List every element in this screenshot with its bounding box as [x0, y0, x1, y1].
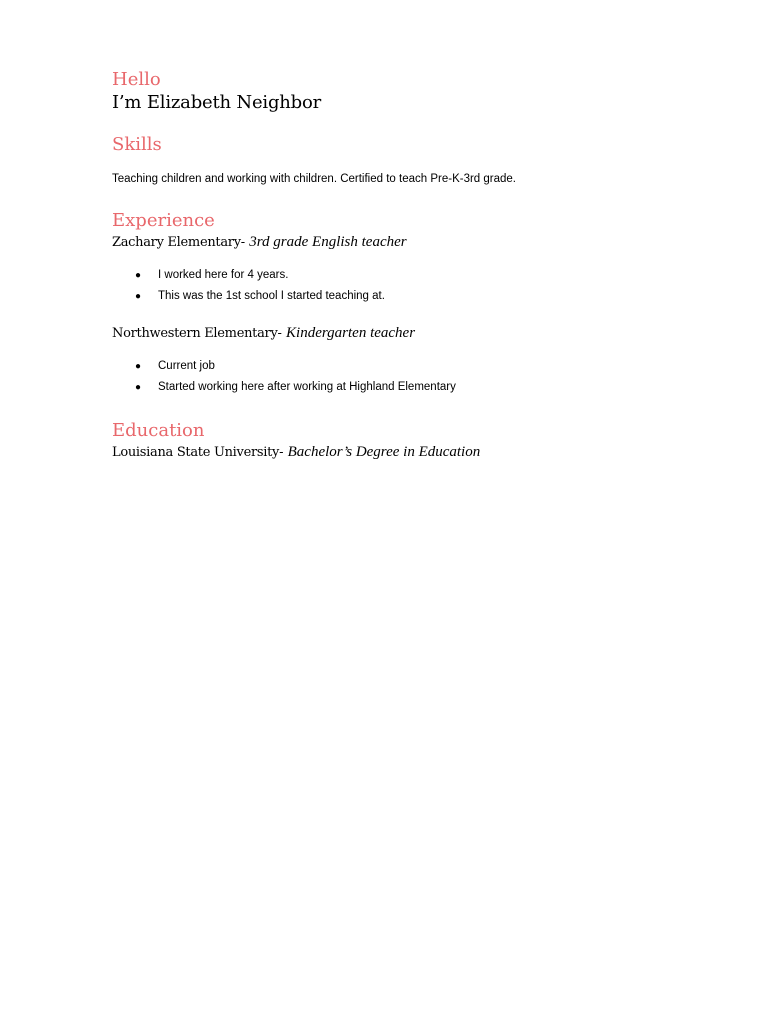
job-bullet-list: [112, 356, 672, 398]
job-separator: -: [240, 235, 250, 250]
job-title-line: [112, 233, 672, 252]
resume-document: [112, 68, 672, 462]
bullet-text: This was the 1st school I started teaching at.: [158, 290, 385, 302]
job-entry-zachary: [112, 233, 672, 307]
job-role: 3rd grade English teacher: [249, 234, 407, 250]
job-role: Kindergarten teacher: [286, 325, 416, 341]
education-degree: Bachelor’s Degree in Education: [287, 444, 481, 460]
list-item: [112, 265, 672, 286]
candidate-name: I’m Elizabeth Neighbor: [112, 92, 322, 113]
greeting-heading: Hello: [112, 69, 161, 90]
job-separator: -: [277, 326, 287, 341]
bullet-icon: ●: [135, 291, 142, 302]
bullet-icon: ●: [135, 361, 142, 372]
bullet-text: Current job: [158, 360, 215, 372]
bullet-text: Started working here after working at Highland Elementary: [158, 381, 456, 393]
skills-text: Teaching children and working with children. Certified to teach Pre-K-3rd grade.: [112, 173, 516, 185]
bullet-text: I worked here for 4 years.: [158, 269, 289, 281]
bullet-icon: ●: [135, 382, 142, 393]
education-line: [112, 443, 672, 462]
list-item: [112, 356, 672, 377]
job-entry-northwestern: [112, 324, 672, 398]
list-item: [112, 286, 672, 307]
bullet-icon: ●: [135, 270, 142, 281]
experience-heading: Experience: [112, 210, 215, 231]
education-separator: -: [279, 445, 288, 460]
job-place: Zachary Elementary: [112, 235, 241, 250]
job-place: Northwestern Elementary: [112, 326, 278, 341]
list-item: [112, 377, 672, 398]
job-bullet-list: [112, 265, 672, 307]
job-title-line: [112, 324, 672, 343]
education-place: Louisiana State University: [112, 445, 280, 460]
education-heading: Education: [112, 420, 205, 441]
skills-heading: Skills: [112, 134, 162, 155]
